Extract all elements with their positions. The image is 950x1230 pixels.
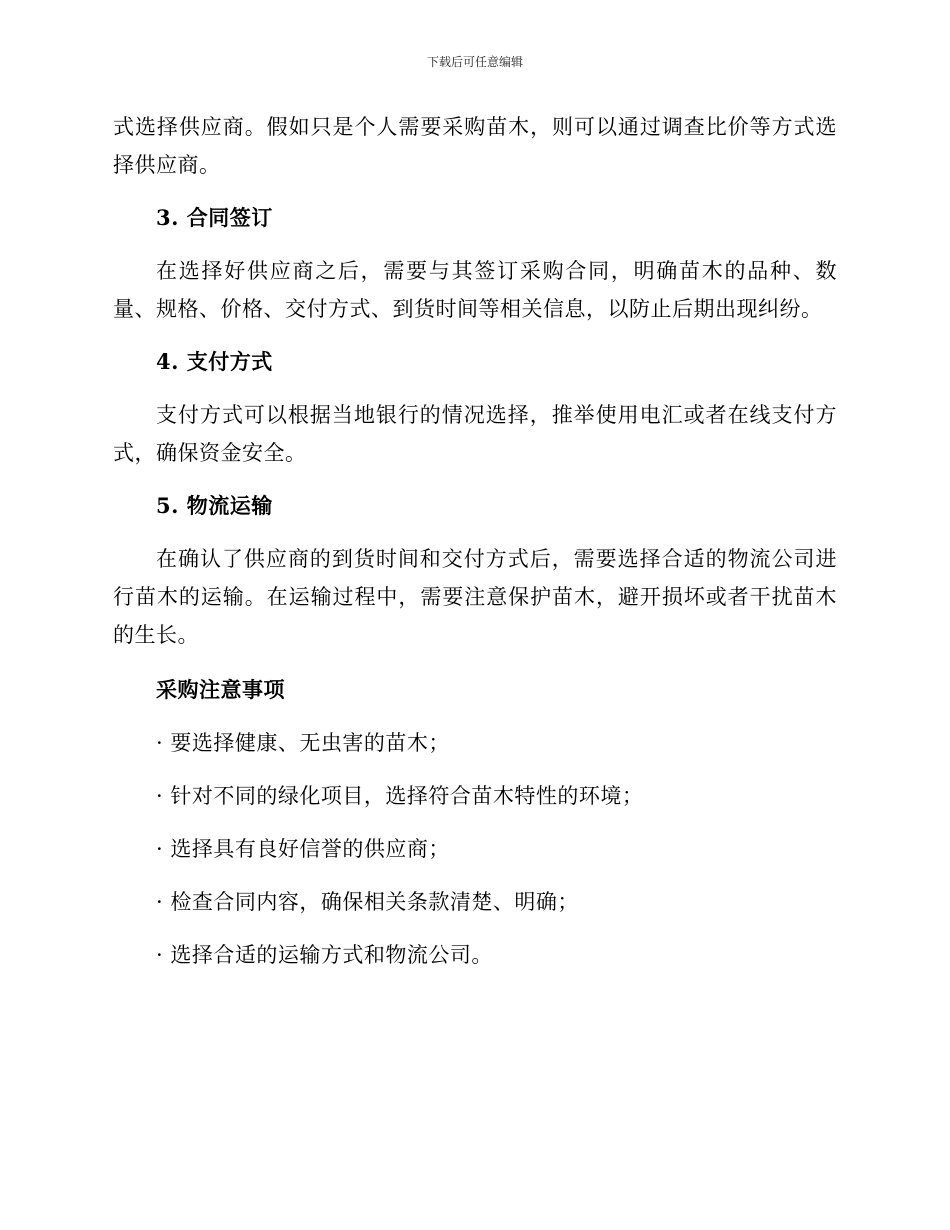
section-heading-logistics: 5. 物流运输 [156,493,273,518]
list-item-note: · 要选择健康、无虫害的苗木； [156,731,450,755]
page-header: 下载后可任意编辑 [426,55,523,69]
payment-paragraph: 支付方式可以根据当地银行的情况选择，推举使用电汇或者在线支付方式，确保资金安全。 [113,403,837,465]
intro-continuation-paragraph: 式选择供应商。假如只是个人需要采购苗木，则可以通过调查比价等方式选择供应商。 [113,115,837,177]
logistics-paragraph: 在确认了供应商的到货时间和交付方式后，需要选择合适的物流公司进行苗木的运输。在运输过程中，需要注意保护苗木，避开损坏或者干扰苗木的生长。 [113,547,837,647]
list-item-note: · 检查合同内容，确保相关条款清楚、明确； [156,890,579,914]
section-heading-payment: 4. 支付方式 [156,349,273,374]
list-item-note: · 选择具有良好信誉的供应商； [156,837,450,861]
list-item-note: · 针对不同的绿化项目，选择符合苗木特性的环境； [156,784,644,808]
list-item-note: · 选择合适的运输方式和物流公司。 [156,943,493,967]
document-body [113,108,837,974]
section-heading-notes: 采购注意事项 [156,677,285,702]
section-heading-contract: 3. 合同签订 [156,205,273,230]
contract-paragraph: 在选择好供应商之后，需要与其签订采购合同，明确苗木的品种、数量、规格、价格、交付方式、到货时间等相关信息，以防止后期出现纠纷。 [113,259,837,321]
